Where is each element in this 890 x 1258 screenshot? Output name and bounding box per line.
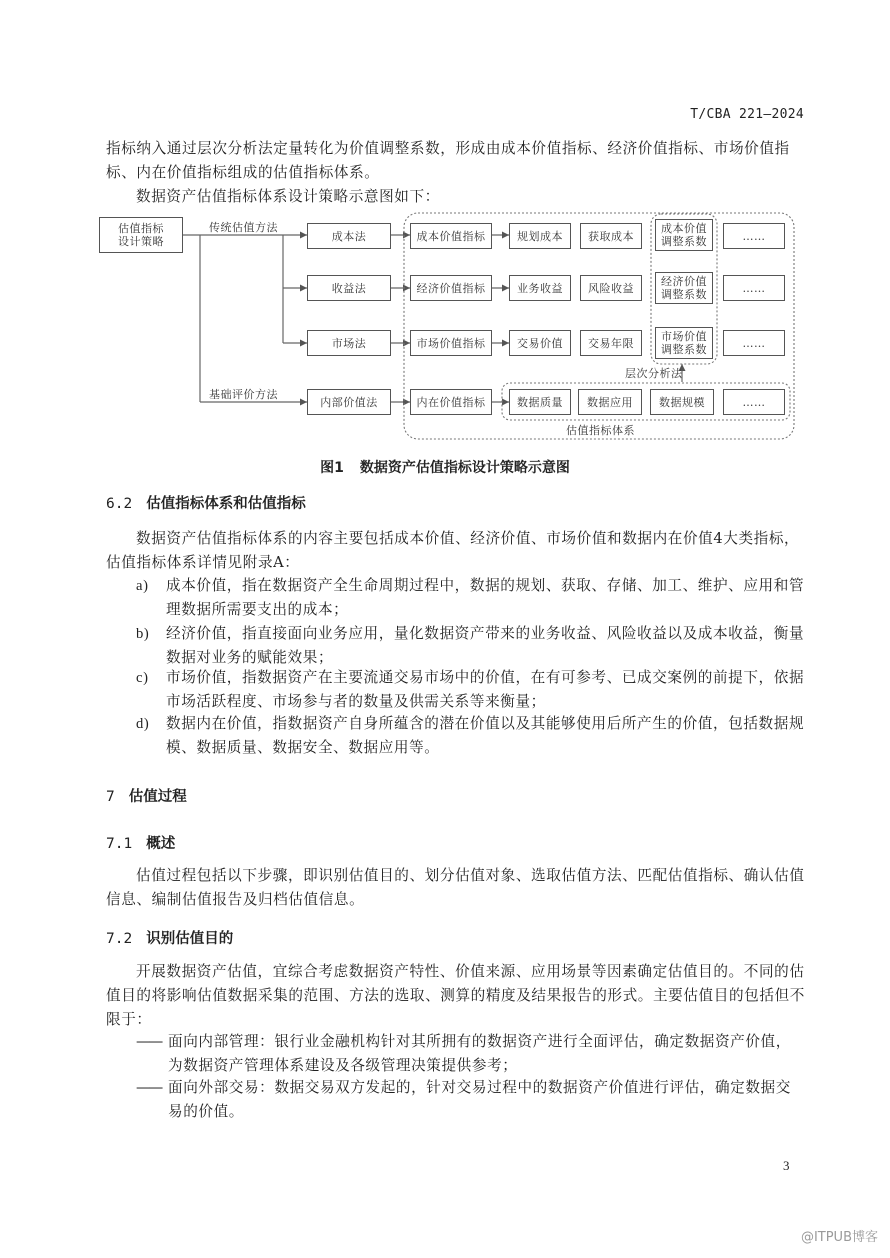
- more-box: ……: [723, 223, 785, 249]
- label-ahp: 层次分析法: [625, 367, 683, 380]
- item-box: 交易年限: [580, 330, 642, 356]
- indicator-box-cost: 成本价值指标: [410, 223, 492, 249]
- list-item-d: d) 数据内在价值，指数据资产自身所蕴含的潜在价值以及其能够使用后所产生的价值，包括数据规模、数据质量、数据安全、数据应用等。: [136, 715, 805, 756]
- more-box: ……: [723, 275, 785, 301]
- method-box-market: 市场法: [307, 330, 391, 356]
- item-box: 数据质量: [509, 389, 571, 415]
- list-item-a: a) 成本价值，指在数据资产全生命周期过程中，数据的规划、获取、存储、加工、维护、应用和管理数据所需要支出的成本；: [136, 577, 805, 618]
- item-box: 规划成本: [509, 223, 571, 249]
- item-box: 业务收益: [509, 275, 571, 301]
- label-traditional-methods: 传统估值方法: [209, 221, 278, 234]
- item-box: 风险收益: [580, 275, 642, 301]
- section-6-2-paragraph: 数据资产估值指标体系的内容主要包括成本价值、经济价值、市场价值和数据内在价值4大类指标，估值指标体系详情见附录A：: [106, 530, 800, 571]
- item-box: 数据规模: [650, 389, 714, 415]
- more-box: ……: [723, 330, 785, 356]
- more-box: ……: [723, 389, 785, 415]
- section-heading-7-2: 7.2 识别估值目的: [106, 931, 234, 947]
- root-box: 估值指标 设计策略: [99, 217, 183, 253]
- method-box-income: 收益法: [307, 275, 391, 301]
- section-7-2-paragraph: 开展数据资产估值，宜综合考虑数据资产特性、价值来源、应用场景等因素确定估值目的。不同的估值目的将影响估值数据采集的范围、方法的选取、测算的精度及结果报告的形式。主要估值目的包括但不限于：: [106, 963, 805, 1028]
- indicator-box-economic: 经济价值指标: [410, 275, 492, 301]
- section-heading-7-1: 7.1 概述: [106, 836, 176, 852]
- standard-code: T/CBA 221—2024: [690, 107, 804, 122]
- section-heading-6-2: 6.2 估值指标体系和估值指标: [106, 496, 306, 512]
- intro-paragraph: 指标纳入通过层次分析法定量转化为价值调整系数，形成由成本价值指标、经济价值指标、市场价值指标、内在价值指标组成的估值指标体系。: [106, 140, 790, 181]
- item-box: 获取成本: [580, 223, 642, 249]
- figure-caption: 图1 数据资产估值指标设计策略示意图: [320, 460, 570, 476]
- list-item-c: c) 市场价值，指数据资产在主要流通交易市场中的价值，在有可参考、已成交案例的前提下，依据市场活跃程度、市场参与者的数量及供需关系等来衡量；: [136, 669, 805, 710]
- strategy-diagram: [0, 0, 890, 450]
- label-valuation-system: 估值指标体系: [566, 424, 635, 437]
- item-box: 交易价值: [509, 330, 571, 356]
- watermark: @ITPUB博客: [800, 1230, 878, 1245]
- indicator-box-market: 市场价值指标: [410, 330, 492, 356]
- list-item-b: b) 经济价值，指直接面向业务应用，量化数据资产带来的业务收益、风险收益以及成本收益，衡量数据对业务的赋能效果；: [136, 625, 805, 666]
- diagram-lead-in: 数据资产估值指标体系设计策略示意图如下：: [136, 188, 440, 205]
- method-box-cost: 成本法: [307, 223, 391, 249]
- label-basic-methods: 基础评价方法: [209, 388, 278, 401]
- coefficient-box-cost: 成本价值 调整系数: [655, 219, 713, 251]
- purpose-item-internal: —— 面向内部管理：银行业金融机构针对其所拥有的数据资产进行全面评估，确定数据资产价值，为数据资产管理体系建设及各级管理决策提供参考；: [136, 1033, 791, 1074]
- page-number: 3: [783, 1158, 790, 1173]
- section-7-1-paragraph: 估值过程包括以下步骤，即识别估值目的、划分估值对象、选取估值方法、匹配估值指标、确认估值信息、编制估值报告及归档估值信息。: [106, 867, 805, 908]
- coefficient-box-market: 市场价值 调整系数: [655, 327, 713, 359]
- item-box: 数据应用: [578, 389, 642, 415]
- coefficient-box-economic: 经济价值 调整系数: [655, 272, 713, 304]
- method-box-internal: 内部价值法: [307, 389, 391, 415]
- purpose-item-external: —— 面向外部交易：数据交易双方发起的，针对交易过程中的数据资产价值进行评估，确定数据交易的价值。: [136, 1079, 791, 1120]
- section-heading-7: 7 估值过程: [106, 789, 187, 805]
- indicator-box-intrinsic: 内在价值指标: [410, 389, 492, 415]
